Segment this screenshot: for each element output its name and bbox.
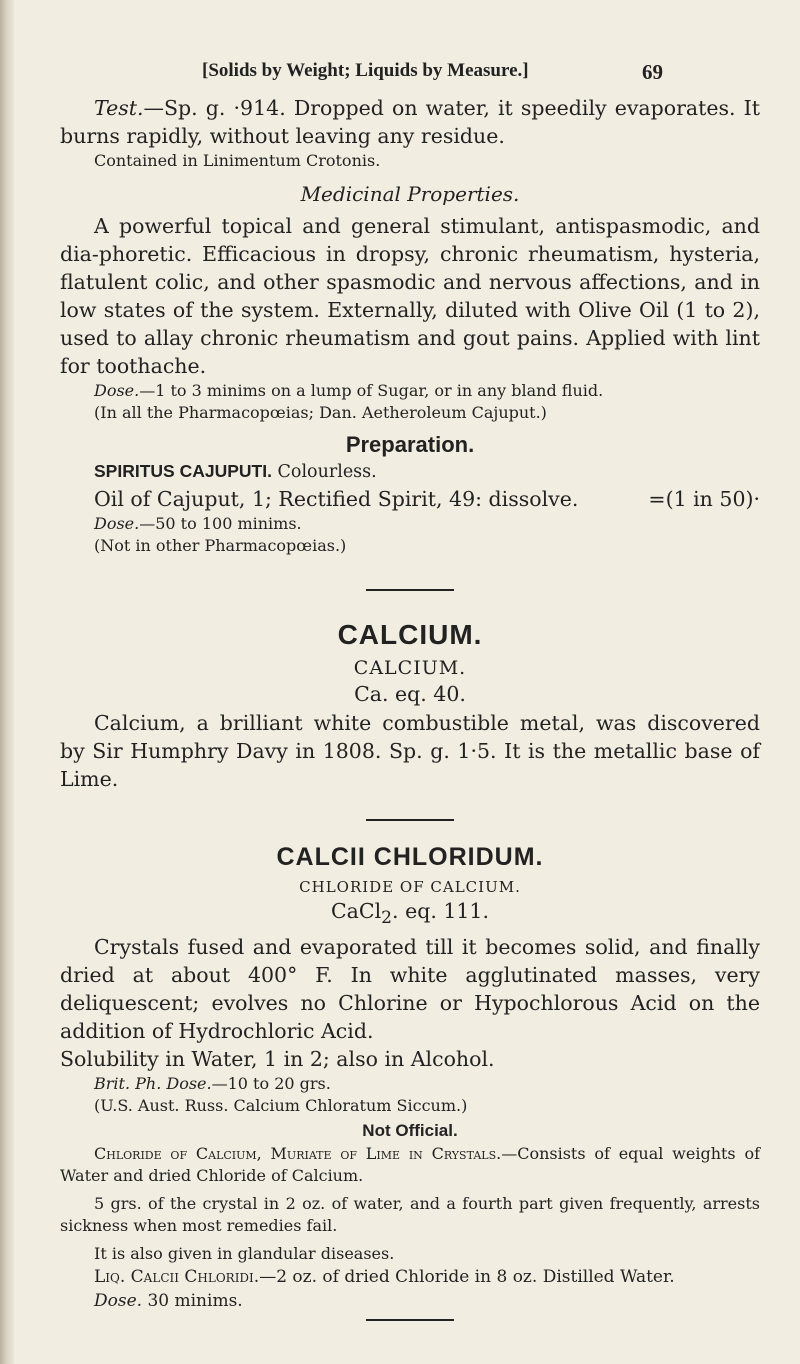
glandular-note: It is also given in glandular diseases.	[94, 1244, 395, 1264]
preparation-heading: Preparation.	[345, 432, 475, 457]
calcii-formula	[60, 896, 760, 933]
brit-dose-text: —10 to 20 grs.	[211, 1074, 331, 1094]
liq-dose-text: 30 minims.	[147, 1291, 243, 1312]
page-number: 69	[642, 60, 663, 84]
brit-dose-label: Brit. Ph. Dose.	[94, 1074, 212, 1094]
calcii-text: Crystals fused and evaporated till it becomes solid, and finally dried at about 400° F. In white agglutinated masses, very deliquescent; evolves no Chlorine or Hypochlorous Acid on the addition of Hydrochloric Acid.	[60, 935, 760, 1044]
calcii-solubility: Solubility in Water, 1 in 2; also in Alcohol.	[60, 1047, 495, 1072]
not-official-heading: Not Official.	[362, 1121, 458, 1141]
calcium-formula: Ca. eq. 40.	[354, 682, 466, 706]
spiritus-name: SPIRITUS CAJUPUTI.	[94, 461, 272, 481]
test-paragraph	[60, 94, 760, 150]
liq-text: —2 oz. of dried Chloride in 8 oz. Distilled Water.	[259, 1267, 675, 1288]
section-divider	[366, 819, 454, 821]
book-page	[60, 60, 760, 1321]
calcii-subtitle: CHLORIDE OF CALCIUM.	[299, 878, 521, 896]
test-label: Test.	[94, 96, 144, 120]
spiritus-recipe-row	[94, 485, 760, 513]
test-text: —Sp. g. ·914. Dropped on water, it speedily evaporates. It burns rapidly, without leaving any residue.	[60, 96, 760, 148]
section-divider	[366, 589, 454, 591]
spiritus-dose-label: Dose.	[94, 514, 140, 533]
formula-prefix: CaCl	[331, 899, 382, 923]
calcium-subtitle: CALCIUM.	[353, 657, 467, 679]
crystals-dose: 5 grs. of the crystal in 2 oz. of water, and a fourth part given frequently, arrests sickness when most remedies fail.	[60, 1194, 760, 1236]
formula-subscript: 2	[381, 908, 393, 929]
dose-label: Dose.	[94, 381, 140, 400]
running-head-title: [Solids by Weight; Liquids by Measure.]	[202, 60, 529, 81]
spiritus-note: (Not in other Pharmacopœias.)	[94, 536, 347, 555]
calcium-text: Calcium, a brilliant white combustible metal, was discovered by Sir Humphry Davy in 1808. Sp. g. 1·5. It is the metallic base of Lime.	[60, 711, 760, 791]
liq-dose-label: Dose.	[94, 1291, 143, 1312]
medicinal-heading: Medicinal Properties.	[300, 182, 520, 206]
spiritus-dose-text: —50 to 100 minims.	[139, 514, 302, 533]
pharmacopoeias-note: (In all the Pharmacopœias; Dan. Aetheroleum Cajuput.)	[94, 403, 547, 422]
book-spine-shadow	[0, 0, 14, 1364]
spiritus-desc: Colourless.	[277, 462, 377, 482]
calcii-title: CALCII CHLORIDUM.	[276, 843, 544, 871]
other-pharmacopoeias: (U.S. Aust. Russ. Calcium Chloratum Siccum.)	[94, 1096, 468, 1116]
spiritus-ratio: =(1 in 50)·	[648, 487, 760, 511]
crystals-label: Chloride of Calcium, Muriate of Lime in Crystals.	[94, 1144, 502, 1164]
liq-label: Liq. Calcii Chloridi.	[94, 1267, 260, 1288]
contained-note: Contained in Linimentum Crotonis.	[94, 151, 381, 170]
formula-suffix: . eq. 111.	[392, 899, 489, 923]
spiritus-recipe: Oil of Cajuput, 1; Rectified Spirit, 49: dissolve.	[94, 487, 579, 511]
section-divider	[366, 1319, 454, 1321]
running-head	[60, 60, 760, 94]
calcium-title: CALCIUM.	[337, 619, 483, 650]
medicinal-text: A powerful topical and general stimulant, antispasmodic, and dia-phoretic. Efficacious in dropsy, chronic rheumatism, hysteria, flatulent colic, and other spasmodic and nervous affections, and in low states of the system. Externally, diluted with Olive Oil (1 to 2), used to allay chronic rheumatism and gout pains. Applied with lint for toothache.	[60, 214, 760, 378]
dose-text: —1 to 3 minims on a lump of Sugar, or in any bland fluid.	[139, 381, 604, 400]
crystals-text: —Consists of equal weights of Water and dried Chloride of Calcium.	[60, 1144, 760, 1186]
